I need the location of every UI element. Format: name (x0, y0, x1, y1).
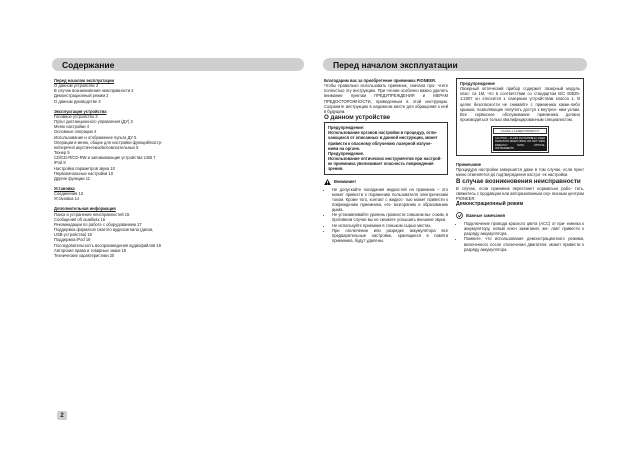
toc-item[interactable]: Другие функции 11 (54, 175, 90, 181)
toc-item[interactable]: Головное устройство 3 (54, 113, 98, 119)
box-line: Предупреждение: (328, 125, 365, 131)
toc-item[interactable]: Демонстрационный режим 2 (54, 93, 109, 99)
toc-item[interactable]: Поддержка форматов сжатого аудиосигнала (диски, (54, 227, 154, 233)
toc-item[interactable]: Поиск и устранение неисправностей 15 (54, 211, 130, 217)
warning-title: Предупреждение (460, 81, 495, 86)
laser-label-caution: CAUTION – CLASS 1M INVISIBLE LASER RADIATION WHEN OPEN, DO NOT VIEW DIRECTLY WITH OPTICAL INSTRUMENTS (495, 137, 545, 150)
toc-item[interactable]: Первоначальные настройки 10 (54, 170, 113, 176)
laser-warning-box (324, 122, 448, 174)
toc-heading: Эксплуатация устройства (54, 108, 107, 114)
box-line: чающихся от описанных в данной инструкции, может (328, 135, 438, 141)
page-number: 2 (57, 411, 67, 420)
toc-item[interactable]: Поддержка iPod 18 (54, 237, 91, 243)
contents-header (52, 58, 304, 71)
toc-item[interactable]: О данном руководстве 3 (54, 98, 101, 104)
toc-item[interactable]: Меню настройки 4 (54, 124, 89, 130)
toc-item[interactable]: О данном устройстве 2 (54, 83, 99, 89)
box-line: привести к опасному облучению лазерной излуче- (328, 140, 432, 146)
trouble-text: В случае, если приемник перестанет нормально рабо- тать, свяжитесь с продавцом или авторизованным сер- висным центром PIONEER. (456, 185, 584, 201)
list-item: • Помните, что использование демонстрационного режима, включенного после отключения двигателя, может привести к разряду аккумулятора. (464, 236, 584, 251)
toc-item[interactable]: USB-устройства) 18 (54, 232, 92, 238)
intro-bold: Благодарим вас за приобретение приемника PIONEER. (324, 78, 437, 83)
toc-heading: Перед началом эксплуатации (54, 78, 115, 83)
laser-label (491, 126, 549, 153)
box-line: Использование органов настройки в процедур, отли- (328, 130, 438, 136)
contents-title: Содержание (62, 59, 115, 70)
about-heading: О данном устройстве (324, 114, 391, 122)
laser-class-box (456, 78, 584, 156)
note-title: Примечание (456, 162, 482, 168)
toc-heading: Установка (54, 185, 75, 191)
warning-text: Лазерный оптический прибор содержит лазерный модуль клас- са 1М, что в соответствии со стандартом IEC 60825-1:2007 он относится к лазерным устройствам класса 1. В целях безопасности не снимайте с приемника какие-либо крышки, позволяющие получить доступ к внутрен- ним узлам. Все сервисное обслуживание приемника должно производиться только квалифицированным специалистом. (460, 86, 580, 123)
toc-item[interactable]: Установка 14 (54, 196, 80, 202)
caution-list (324, 187, 448, 244)
toc-item[interactable]: Основные операции 4 (54, 129, 97, 135)
warning-triangle-icon (324, 179, 331, 185)
toc-item[interactable]: В случае возникновения неисправности 2 (54, 88, 134, 94)
table-of-contents (54, 78, 176, 258)
toc-item[interactable]: iPod 8 (54, 160, 66, 166)
toc-item[interactable]: Рекомендации по работе с оборудованием 17 (54, 221, 142, 227)
demo-heading: Демонстрационный режим (456, 201, 524, 207)
important-heading (456, 212, 584, 219)
laser-label-class: CLASS 1 LASER PRODUCT (493, 128, 547, 134)
box-line: Использование оптических инструментов при настрой- (328, 156, 442, 162)
toc-item[interactable]: Использование и отображение пульта ДУ 5 (54, 134, 137, 140)
list-item: • Не устанавливайте уровень громкости слишком вы- соким, в противном случае вы не сможете услышать внешние звуки. (332, 212, 448, 222)
box-line: Предупреждение. (328, 150, 365, 156)
toc-item[interactable]: Технические характеристики 20 (54, 252, 115, 258)
list-item: • Не допускайте попадания жидкостей на приемник – это может привести к поражению пользователя электрическим током. Кроме того, контакт с жидкос- тью может привести к повреждению приемника, его- возгоранию и образованию дыма. (332, 187, 448, 213)
before-use-header (323, 58, 587, 71)
list-item: • При отключении или разрядке аккумулятора все предварительные настройки, хранящиеся в памяти приемника, будут удалены. (332, 228, 448, 243)
toc-item[interactable]: CD/CD-R/CD-RW и запоминающие устройства USB 7 (54, 155, 156, 161)
trouble-heading: В случае возникновения неисправности (456, 177, 581, 185)
toc-heading: Дополнительная информация (54, 206, 116, 212)
caution-heading (324, 179, 448, 185)
important-title: Важные замечания (466, 212, 506, 218)
middle-column (324, 78, 448, 243)
list-item: • Подключение провода красного цвета (ACC) от при- емника к аккумулятору, новый ключ зажигания, же- лает привести к разряду аккумулятора. (464, 221, 584, 236)
toc-item[interactable]: Сообщения об ошибках 16 (54, 216, 106, 222)
toc-item[interactable]: Настройка параметров звука 10 (54, 165, 115, 171)
caution-title: Внимание! (334, 178, 356, 184)
important-notes-icon (456, 212, 463, 219)
box-line: зрения. (328, 166, 344, 172)
box-line: нием на органе. (328, 145, 361, 151)
list-item: • Не используйте приемник в слишком сырых местах. (332, 223, 448, 228)
before-use-title: Перед началом эксплуатации (333, 59, 458, 70)
toc-item[interactable]: Последовательность воспроизведения аудиофайлов 19 (54, 242, 161, 248)
toc-item[interactable]: Операции в меню, общие для настройки функций/настр- (54, 139, 163, 145)
important-list (456, 221, 584, 252)
toc-item[interactable]: Авторские права и товарные знаки 19 (54, 247, 127, 253)
toc-item[interactable]: Пульт дистанционного управления (ДУ) 3 (54, 119, 133, 125)
right-column (456, 78, 584, 252)
toc-item[interactable]: Соединения 13 (54, 191, 84, 197)
toc-item[interactable]: ек/перечня акустических/вспомогательных 5 (54, 144, 139, 150)
toc-item[interactable]: Тюнер 5 (54, 150, 70, 156)
intro-text: Чтобы правильно использовать приемник, сначала про- чтите полностью эту инструкцию. При чтении особенно важно уделить внимание пунктам ПРЕДУПРЕЖДЕНИЯ и МЕРАМ ПРЕДОСТОРОЖНОСТИ, приведенным в этой инструкции. Сохраните инструкцию в надежном месте для обращения к ней в будущем. (324, 83, 448, 114)
note-text: Процедура настройки завершится даже в том случае, если пункт меню отменяется до подтверждения настро- ек настройки. (456, 167, 584, 178)
box-line: ке приемника увеличивает опасность повреждения (328, 161, 434, 167)
